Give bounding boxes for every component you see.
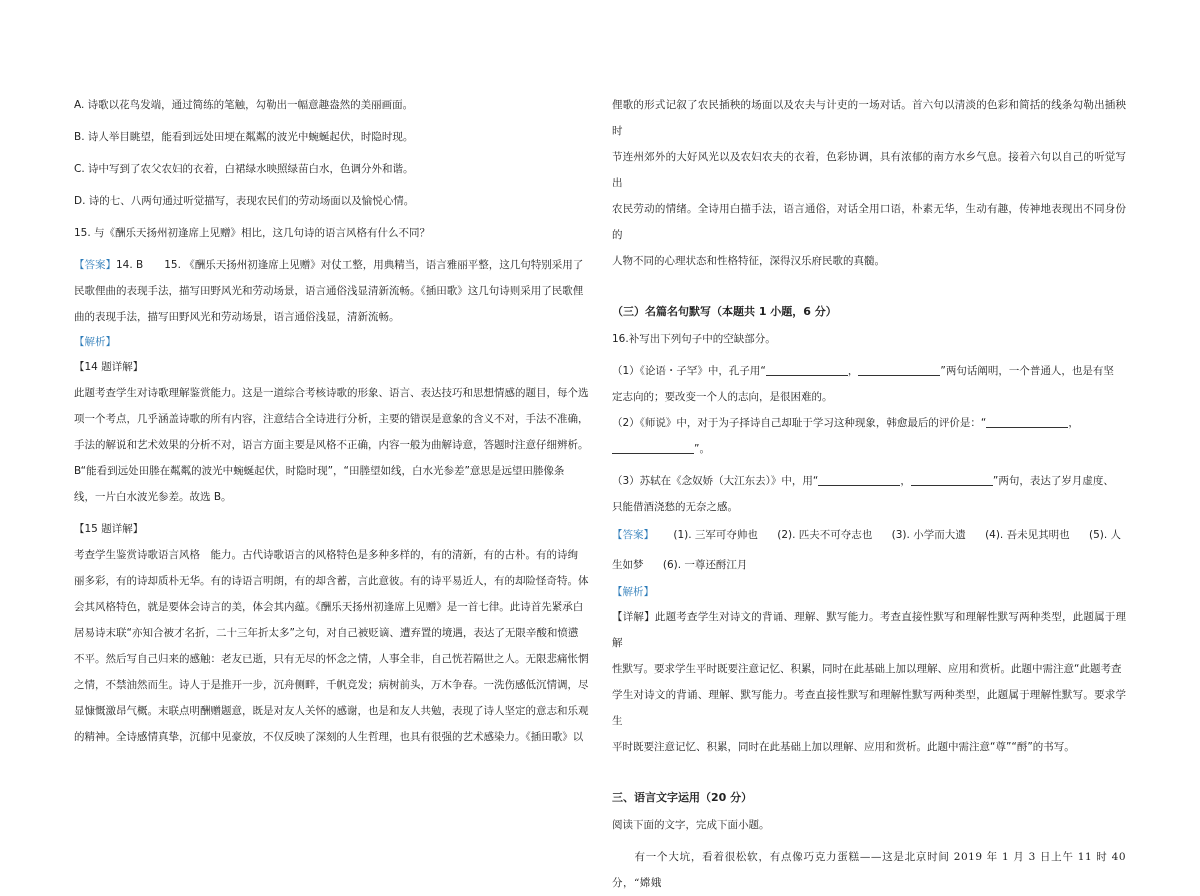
detail-line-3: 学生对诗文的背诵、理解、默写能力。考查直接性默写和理解性默写两种类型，此题属于理解性默写。要求学生 [612,689,1126,727]
detail-line-1 [612,604,1126,656]
q16-1-comma: ， [847,365,859,377]
option-c: C. 诗中写到了农父农妇的衣着，白裙绿水映照绿苗白水，色调分外和谐。 [74,163,414,175]
q16-item-3 [612,468,1126,494]
section-3-heading: （三）名篇名句默写（本题共 1 小题，6 分） [612,305,837,318]
detail-15-line-5: 不平。然后写自己归来的感触：老友已逝，只有无尽的怀念之情，人事全非，自己恍若隔世之人。无限悲痛怅惘 [74,653,589,665]
continued-line-2: 节连州郊外的大好风光以及农妇农夫的衣着，色彩协调，具有浓郁的南方水乡气息。接着六句以自己的听觉写出 [612,151,1126,189]
answer-tag: 【答案】 [74,259,116,271]
detail-15-line-4: 居易诗末联“亦知合被才名折，二十三年折太多”之句，对自己被贬谪、遭弃置的境遇，表达了无限辛酸和愤懑 [74,627,579,639]
reading-prompt: 阅读下面的文字，完成下面小题。 [612,819,770,831]
detail-15-line-1: 考查学生鉴赏诗歌语言风格 能力。古代诗歌语言的风格特色是多种多样的，有的清新，有的古朴。有的诗绚 [74,549,578,561]
fill-blank[interactable] [818,473,900,486]
detail-14-heading: 【14 题详解】 [74,361,144,373]
language-section-heading: 三、语言文字运用（20 分） [612,791,753,804]
fill-blank[interactable] [612,441,694,454]
q16-item-1 [612,358,1126,384]
detail-14-line-1: 此题考查学生对诗歌理解鉴赏能力。这是一道综合考核诗歌的形象、语言、表达技巧和思想情感的题目，每个选 [74,387,589,399]
q16-item-2-cont [612,436,1126,462]
detail-15-line-2: 丽多彩，有的诗却质朴无华。有的诗语言明朗，有的却含蓄，言此意彼。有的诗平易近人，有的却险怪奇特。体 [74,575,589,587]
detail-14-line-5: 线，一片白水波光参差。故选 B。 [74,491,232,503]
answer-item-5-cont: 生如梦 [612,559,644,571]
fill-blank[interactable] [911,473,993,486]
q16-1-text-end: ”两句话阐明，一个普通人，也是有坚 [940,365,1114,377]
fill-blank[interactable] [858,363,940,376]
right-column [612,92,1126,896]
answer-line-2: 民歌俚曲的表现手法，描写田野风光和劳动场景，语言通俗浅显清新流畅。《插田歌》这几句诗则采用了民歌俚 [74,285,584,297]
q16-item-1-cont: 定志向的；要改变一个人的志向，是很困难的。 [612,391,833,403]
fill-blank[interactable] [986,415,1068,428]
jiexi-tag: 【解析】 [74,336,116,348]
detail-14-line-2: 项一个考点，几乎涵盖诗歌的所有内容，注意结合全诗进行分析，主要的错误是意象的含义不对，手法不准确， [74,413,589,425]
detail-14-line-3: 手法的解说和艺术效果的分析不对，语言方面主要是风格不正确，内容一般为曲解诗意，答题时注意仔细辨析。 [74,439,589,451]
answer-item-3: (3). 小学而大遗 [891,529,966,541]
answer-item-2: (2). 匹夫不可夺志也 [777,529,873,541]
q16-2-comma: ， [1068,417,1079,429]
q16-2-text-end: ”。 [694,443,710,455]
answer-line-1 [74,252,590,278]
q16-item-2 [612,410,1126,436]
option-a: A. 诗歌以花鸟发端，通过简练的笔触，勾勒出一幅意趣盎然的美丽画面。 [74,99,414,111]
fill-blank[interactable] [766,363,848,376]
jiexi-tag: 【解析】 [612,586,654,598]
answer-text-1: 14. B 15. 《酬乐天扬州初逢席上见赠》对仗工整，用典精当，语言雅丽平整，这几句特别采用了 [116,259,584,271]
q16-2-text: （2）《师说》中，对于为子择诗自己却耻于学习这种现象，韩愈最后的评价是：“ [612,417,987,429]
continued-line-3: 农民劳动的情绪。全诗用白描手法，语言通俗，对话全用口语，朴素无华，生动有趣，传神地表现出不同身份的 [612,203,1126,241]
left-column [74,92,590,750]
detail-15-line-7: 显慷慨激昂气概。末联点明酬赠题意，既是对友人关怀的感谢，也是和友人共勉，表现了诗人坚定的意志和乐观 [74,705,589,717]
detail-tag: 【详解】 [612,611,655,623]
detail-15-line-8: 的精神。全诗感情真挚，沉郁中见豪放，不仅反映了深刻的人生哲理，也具有很强的艺术感染力。《插田歌》以 [74,731,584,743]
detail-line-4: 平时既要注意记忆、积累，同时在此基础上加以理解、应用和赏析。此题中需注意“尊”“酹”的书写。 [612,741,1075,753]
option-b: B. 诗人举目眺望，能看到远处田埂在粼粼的波光中蜿蜒起伏，时隐时现。 [74,131,414,143]
passage-line-1: 有一个大坑，看着很松软，有点像巧克力蛋糕——这是北京时间 2019 年 1 月 3 日上午 11 时 40 分，“嫦娥 [612,851,1126,889]
detail-15-line-3: 会其风格特色，就是要体会诗言的美，体会其内蕴。《酬乐天扬州初逢席上见赠》是一首七律。此诗首先紧承白 [74,601,584,613]
q16-1-text: （1）《论语・子罕》中，孔子用“ [612,365,766,377]
continued-line-1: 俚歌的形式记叙了农民插秧的场面以及农夫与计吏的一场对话。首六句以清淡的色彩和简括的线条勾勒出插秧时 [612,99,1126,137]
answer-row-1 [612,520,1126,550]
detail-text-1: 此题考查学生对诗文的背诵、理解、默写能力。考查直接性默写和理解性默写两种类型，此题属于理解 [612,611,1127,649]
question-15: 15. 与《酬乐天扬州初逢席上见赠》相比，这几句诗的语言风格有什么不同？ [74,227,431,239]
answer-item-5: (5). 人 [1088,529,1122,541]
answer-item-6: (6). 一尊还酹江月 [662,559,748,571]
answer-row-2 [612,550,1126,580]
detail-line-2: 性默写。要求学生平时既要注意记忆、积累，同时在此基础上加以理解、应用和赏析。此题中需注意“此题考查 [612,663,1122,675]
detail-15-heading: 【15 题详解】 [74,523,144,535]
q16-3-comma: ， [900,475,911,487]
answer-item-1: (1). 三军可夺帅也 [673,529,758,541]
option-d: D. 诗的七、八两句通过听觉描写，表现农民们的劳动场面以及愉悦心情。 [74,195,415,207]
detail-14-line-4: B“能看到远处田塍在粼粼的波光中蜿蜒起伏，时隐时现”，“田塍望如线，白水光参差”意思是远望田塍像条 [74,465,565,477]
q16-3-text: （3）苏轼在《念奴娇（大江东去）》中，用“ [612,475,819,487]
question-16: 16.补写出下列句子中的空缺部分。 [612,333,776,345]
q16-item-3-cont: 只能借酒浇愁的无奈之感。 [612,501,738,513]
answer-item-4: (4). 吾未见其明也 [985,529,1070,541]
answer-tag: 【答案】 [612,529,654,541]
continued-line-4: 人物不同的心理状态和性格特征，深得汉乐府民歌的真髓。 [612,255,885,267]
detail-15-line-6: 之情，不禁油然而生。诗人于是推开一步，沉舟侧畔，千帆竞发；病树前头，万木争春。一洗伤感低沉情调，尽 [74,679,589,691]
answer-line-3: 曲的表现手法，描写田野风光和劳动场景，语言通俗浅显，清新流畅。 [74,311,400,323]
q16-3-text-end: ”两句，表达了岁月虚度、 [992,475,1114,487]
